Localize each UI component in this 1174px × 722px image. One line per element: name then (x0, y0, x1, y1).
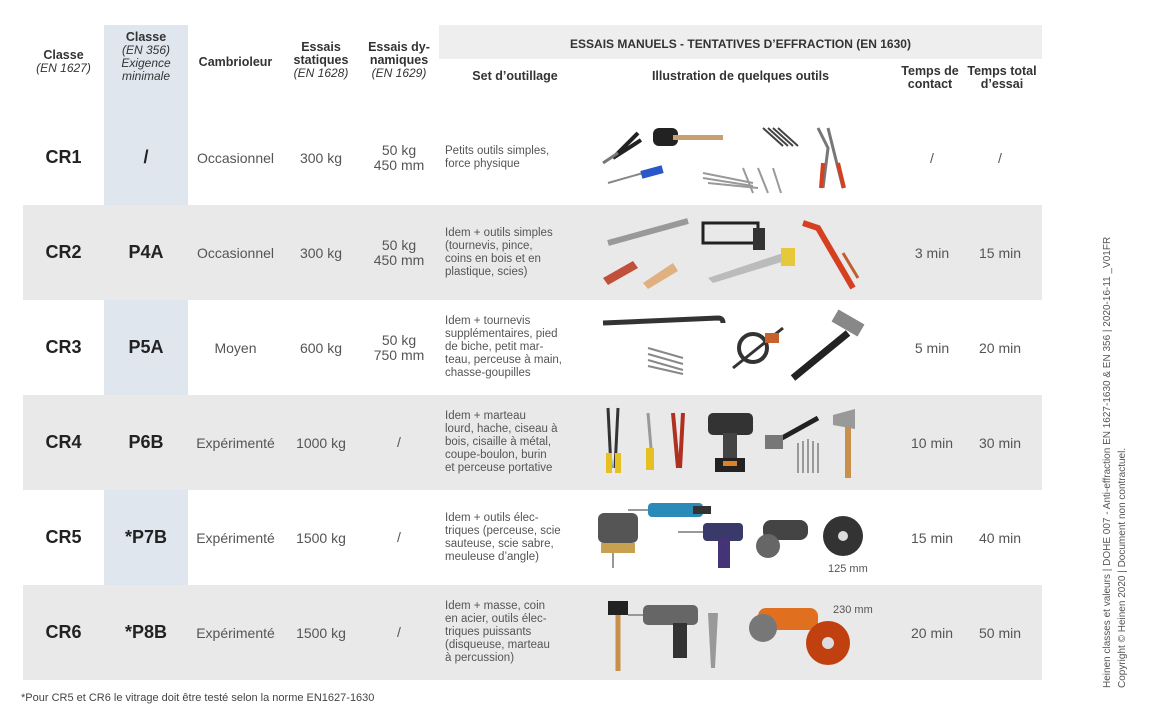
tool-set-description: Idem + outils élec- triques (perceuse, scie sauteuse, scie sabre, meuleuse d’angle) (445, 511, 561, 563)
cr-class: CR5 (45, 527, 82, 547)
cambrioleur-type: Expérimenté (196, 434, 275, 451)
static-load: 1500 kg (296, 529, 346, 546)
cambrioleur-type: Expérimenté (196, 624, 275, 641)
disc-size-label: 125 mm (828, 562, 868, 575)
footnote: *Pour CR5 et CR6 le vitrage doit être testé selon la norme EN1627-1630 (21, 692, 375, 704)
dynamic-test: / (397, 434, 401, 450)
pipe-icon (608, 221, 688, 243)
total-test-time: 40 min (978, 529, 1022, 546)
bolt-cutter-icon (606, 408, 621, 473)
tool-set-description: Idem + marteau lourd, hache, ciseau à bois, cisaille à métal, coupe-boulon, burin et perceuse portative (445, 410, 558, 474)
sledgehammer-icon (765, 418, 818, 449)
static-load: 300 kg (299, 244, 343, 261)
document-reference (1098, 218, 1132, 688)
contact-time: 10 min (910, 434, 954, 451)
hacksaw-icon (703, 223, 765, 250)
header-essais-manuels: ESSAIS MANUELS - TENTATIVES D’EFFRACTION (EN 1630) (570, 37, 911, 51)
wedges-icon (603, 261, 678, 289)
contact-time: 15 min (910, 529, 954, 546)
water-pump-pliers-icon (818, 128, 844, 188)
en356-class: *P8B (124, 622, 168, 642)
shears-icon (673, 413, 683, 468)
dynamic-test: 50 kg 450 mm (373, 141, 425, 173)
dynamic-test: 50 kg 750 mm (373, 331, 425, 363)
cambrioleur-type: Occasionnel (196, 244, 275, 261)
en356-class: P5A (128, 337, 164, 357)
pliers-icon (603, 133, 641, 163)
cambrioleur-type: Occasionnel (196, 149, 275, 166)
en356-class: / (143, 147, 149, 167)
hammer-icon (793, 309, 864, 378)
table-row (23, 205, 1042, 300)
handsaw-icon (708, 248, 795, 283)
cr-class: CR3 (45, 337, 82, 357)
cr-class: CR4 (45, 432, 82, 452)
hand-drill-icon (733, 328, 783, 368)
tool-set-description: Idem + masse, coin en acier, outils élec- triques puissants (disqueuse, marteau à percussion) (445, 600, 550, 664)
cr-class: CR2 (45, 242, 82, 262)
en356-class: P4A (128, 242, 164, 262)
header-temps-contact: Temps de contact (901, 64, 959, 91)
document-reference-line1: Heinen classes et valeurs | DOHE 007 - Anti-effraction EN 1627-1630 & EN 356 | 2020-16-11 _V01FR (1102, 236, 1113, 688)
pipe-wrench-icon (803, 223, 858, 288)
table-header (23, 25, 1042, 101)
wrench-set-icon (703, 168, 781, 193)
axe-icon (833, 409, 855, 478)
steel-wedge-icon (708, 613, 718, 668)
cr-class: CR6 (45, 622, 82, 642)
chisel-icon (646, 413, 654, 470)
tools-illustration (593, 300, 888, 395)
contact-time: 20 min (910, 624, 954, 641)
static-load: 600 kg (299, 339, 343, 356)
total-test-time: / (998, 149, 1002, 166)
contact-time: 3 min (914, 244, 950, 261)
jigsaw-icon (598, 513, 638, 568)
contact-time: / (930, 149, 934, 166)
cutting-disc-icon (823, 516, 863, 556)
table-row (23, 110, 1042, 205)
total-test-time: 15 min (978, 244, 1022, 261)
angle-grinder-icon (756, 520, 808, 558)
static-load: 1000 kg (296, 434, 346, 451)
dynamic-test: / (397, 624, 401, 640)
cambrioleur-type: Moyen (214, 339, 257, 356)
en356-class: *P7B (124, 527, 168, 547)
cr-class: CR1 (45, 147, 82, 167)
tools-illustration (593, 205, 888, 300)
header-temps-total: Temps total d’essai (967, 64, 1037, 91)
drill-bits-icon (798, 439, 818, 473)
dynamic-test: 50 kg 450 mm (373, 236, 425, 268)
sledgehammer-icon (608, 601, 628, 671)
classes-table (23, 25, 1042, 664)
reciprocating-saw-icon (628, 503, 711, 517)
tool-set-description: Petits outils simples, force physique (445, 144, 550, 170)
disc-size-label: 230 mm (833, 603, 873, 616)
table-row (23, 585, 1042, 680)
cambrioleur-type: Expérimenté (196, 529, 275, 546)
mallet-icon (653, 128, 723, 146)
header-classe-en356: Classe (EN 356) Exigence minimale (121, 30, 171, 83)
static-load: 1500 kg (296, 624, 346, 641)
table-row (23, 490, 1042, 585)
static-load: 300 kg (299, 149, 343, 166)
header-essais-statiques: Essais statiques (EN 1628) (293, 40, 349, 80)
tools-illustration (593, 585, 888, 680)
document-reference-line2: Copyright © Heinen 2020 | Document non contractuel. (1117, 447, 1128, 688)
dynamic-test: / (397, 529, 401, 545)
screwdriver-icon (608, 165, 664, 183)
total-test-time: 50 min (978, 624, 1022, 641)
hammer-drill-icon (628, 605, 698, 658)
tool-set-description: Idem + tournevis supplémentaires, pied de biche, petit mar- teau, perceuse à main, chasse-goupilles (445, 315, 562, 379)
header-cambrioleur: Cambrioleur (198, 55, 273, 69)
header-essais-dynamiques: Essais dy- namiques (EN 1629) (368, 40, 430, 80)
cutting-disc-icon (806, 621, 850, 665)
electric-drill-icon (678, 523, 743, 568)
header-set-outillage: Set d’outillage (472, 69, 558, 83)
contact-time: 5 min (914, 339, 950, 356)
tools-illustration (593, 490, 888, 585)
header-classe-en1627: Classe (EN 1627) (36, 48, 91, 75)
tool-set-description: Idem + outils simples (tournevis, pince, coins en bois et en plastique, scies) (445, 226, 553, 278)
pin-punch-set-icon (648, 348, 683, 374)
cordless-drill-icon (708, 413, 753, 472)
hex-keys-icon (763, 128, 798, 146)
tools-illustration (593, 110, 888, 205)
en356-class: P6B (128, 432, 164, 452)
table-row (23, 395, 1042, 490)
table-row (23, 300, 1042, 395)
total-test-time: 20 min (978, 339, 1022, 356)
tools-illustration (593, 395, 888, 490)
crowbar-icon (603, 318, 723, 323)
total-test-time: 30 min (978, 434, 1022, 451)
header-illustration: Illustration de quelques outils (651, 69, 830, 83)
